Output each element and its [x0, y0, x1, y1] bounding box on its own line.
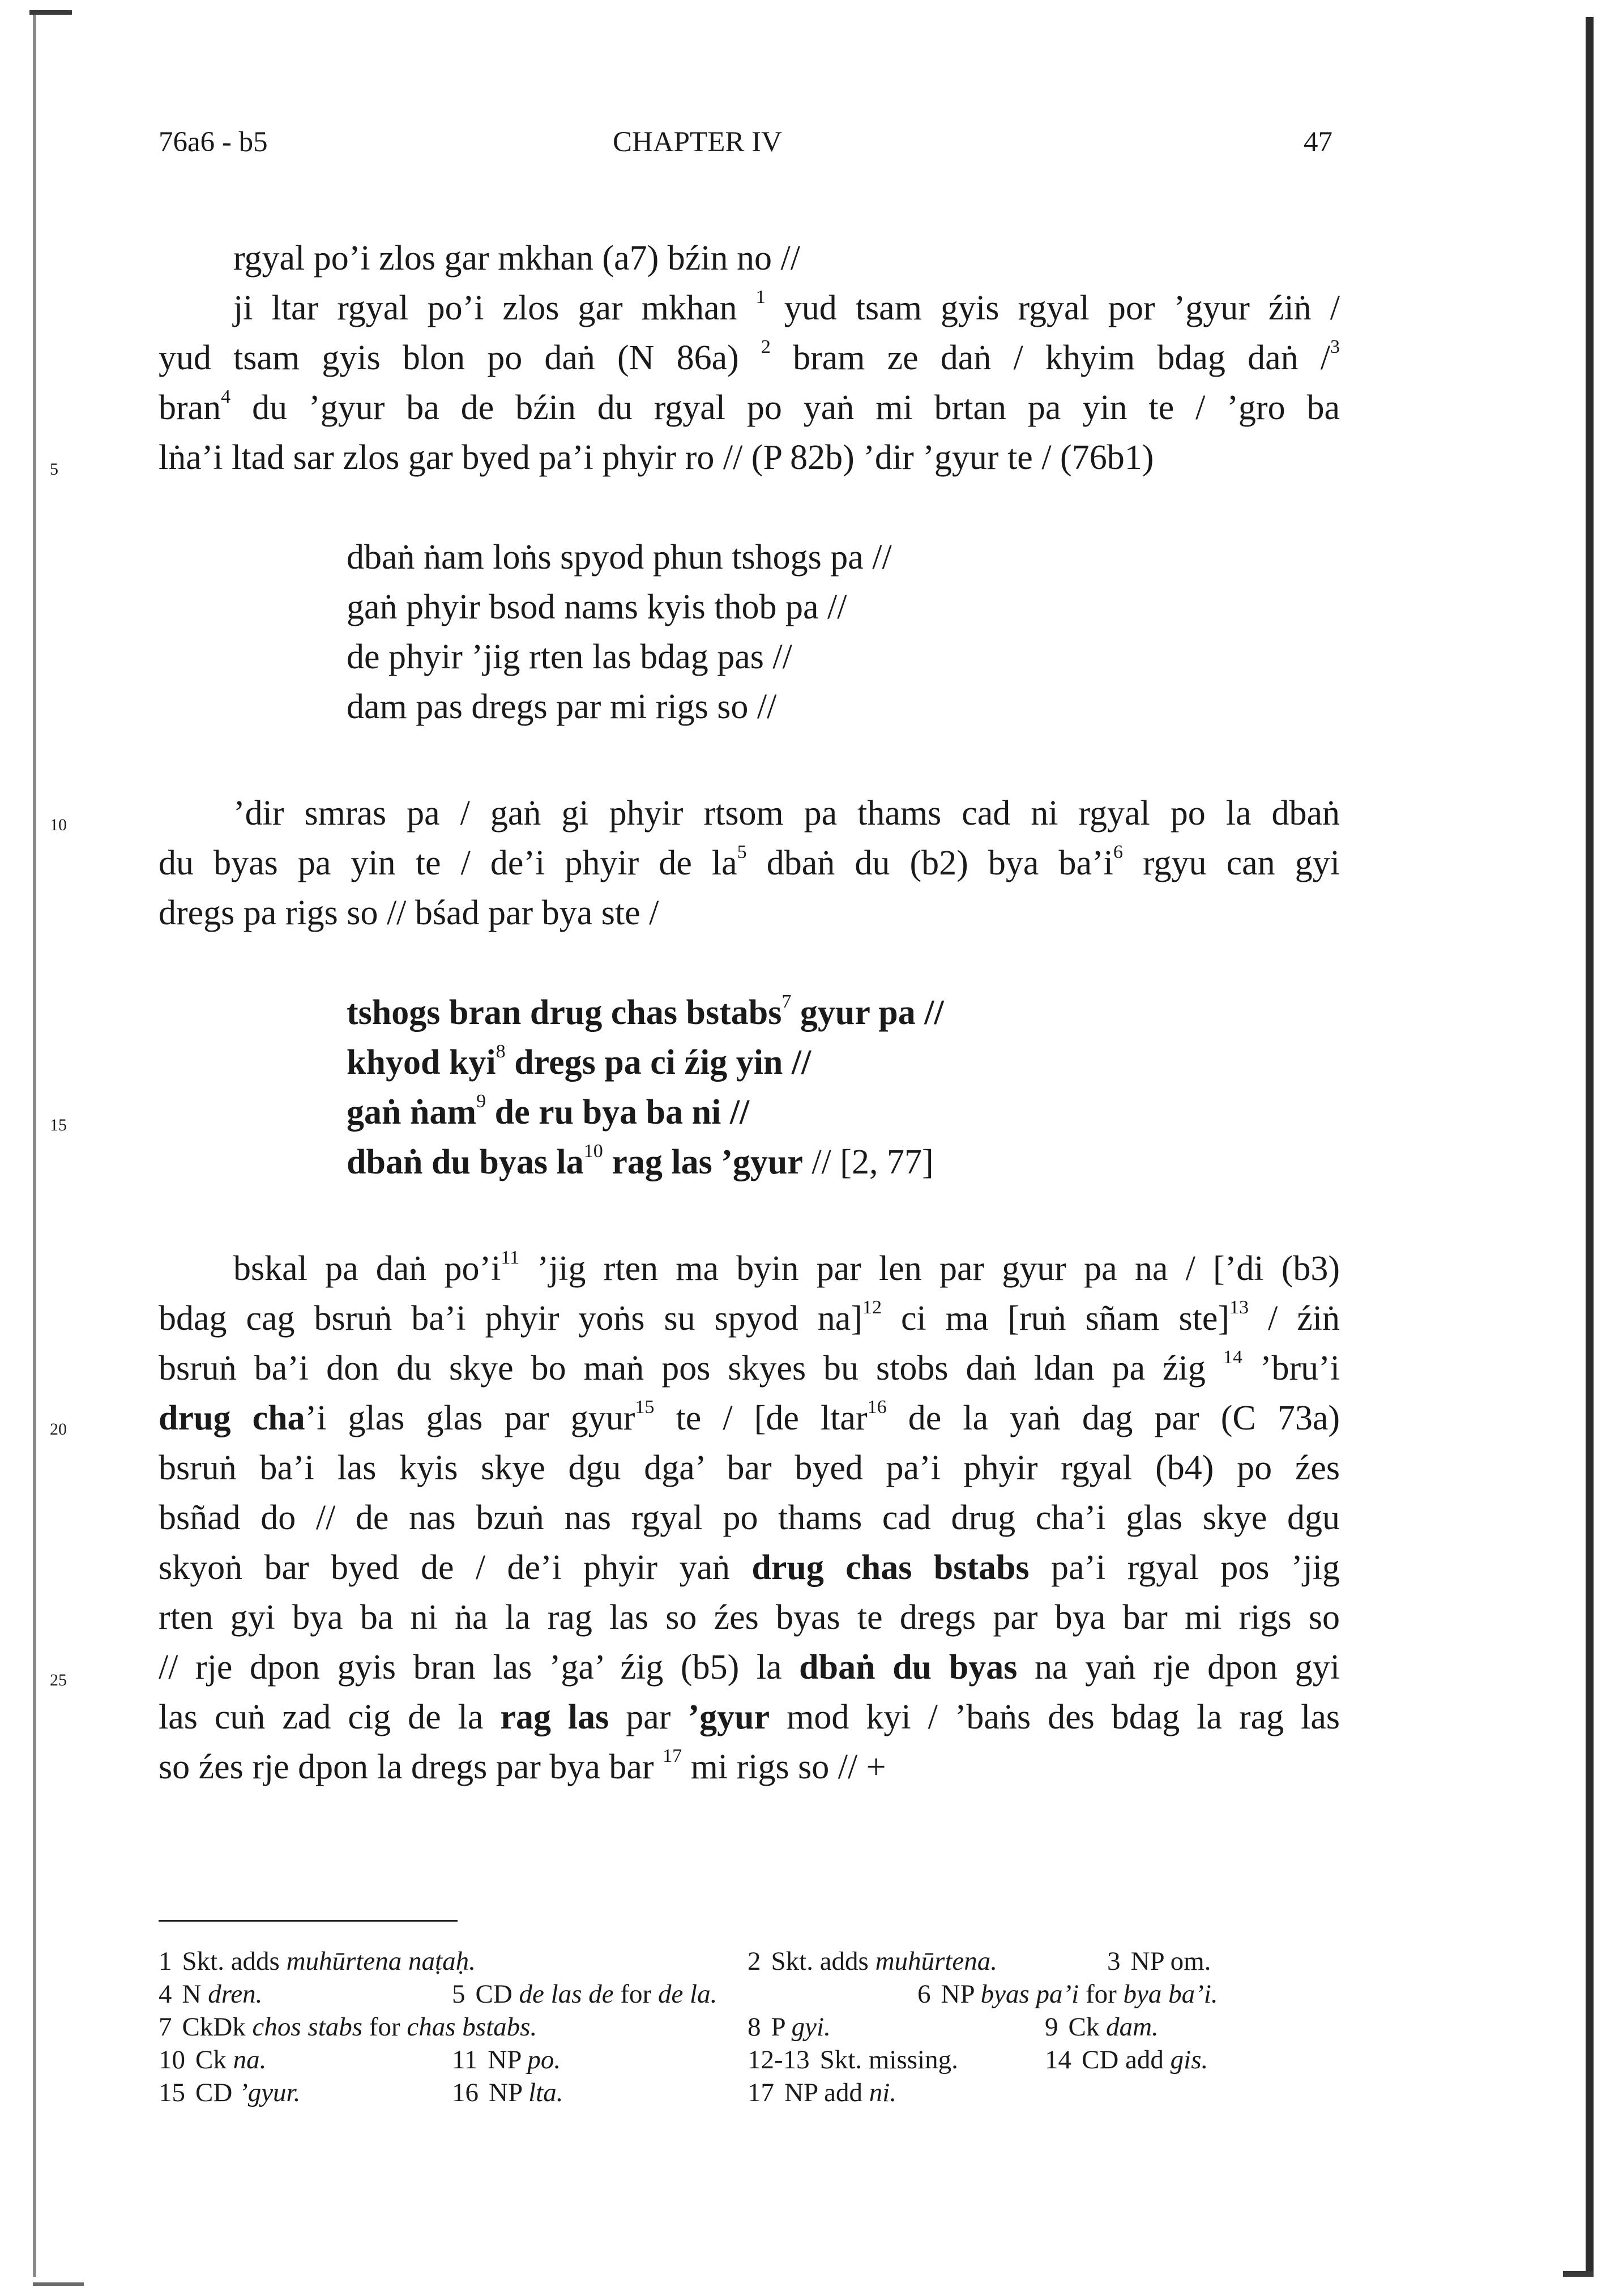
footnote-number: 7 [159, 2012, 172, 2042]
footnote-number: 8 [748, 2012, 761, 2042]
footnote-ref: 8 [496, 1041, 506, 1062]
paragraph-3-line-7: skyoṅ bar byed de / de’i phyir yaṅ drug chas bstabs pa’i rgyal pos ’jig [159, 1548, 1340, 1587]
footnote-number: 16 [452, 2078, 479, 2107]
footnote-item [748, 2014, 831, 2041]
running-head-left: 76a6 - b5 [159, 126, 268, 158]
footnote-number: 5 [452, 1979, 465, 2009]
footnote-text: CD add [1082, 2045, 1171, 2075]
paragraph-3-line-6: bsñad do // de nas bzuṅ nas rgyal po thams cad drug cha’i glas skye dgu [159, 1499, 1340, 1537]
footnote-italic: chas bstabs. [407, 2012, 537, 2042]
footnote-italic: bya ba’i. [1123, 1979, 1218, 2009]
footnote-italic: muhūrtena. [875, 1947, 998, 1976]
paragraph-2-line-1: ’dir smras pa / gaṅ gi phyir rtsom pa thams cad ni rgyal po la dbaṅ [233, 794, 1340, 833]
scan-corner-bottom-left [33, 2282, 84, 2286]
footnote-ref: 2 [761, 336, 771, 358]
footnote-ref: 11 [501, 1247, 520, 1269]
paragraph-3-line-1: bskal pa daṅ $po’i^{11}$ ’jig rten ma byin par len par gyur pa na / [’di (b3) [233, 1247, 1340, 1288]
footnote-text: N [182, 1979, 208, 2009]
footnote-ref: 13 [1229, 1297, 1249, 1318]
scan-corner-bottom-right [1563, 2271, 1594, 2277]
footnote-italic: byas pa’i [980, 1979, 1079, 2009]
footnote-item [159, 2047, 266, 2073]
footnote-ref: 3 [1330, 336, 1340, 358]
footnote-item [159, 2014, 537, 2041]
footnote-text: for [1079, 1979, 1124, 2009]
footnote-text: Skt. missing. [819, 2045, 958, 2075]
footnote-number: 12-13 [748, 2045, 810, 2075]
paragraph-1-line-4: bran$^4$ du ’gyur ba de bźin du rgyal po yaṅ mi brtan pa yin te / ’gro ba [159, 386, 1340, 427]
footnote-text: for [362, 2012, 407, 2042]
verse-2-line-3: gaṅ ṅam$^9$ de ru bya ba ni // [347, 1091, 750, 1132]
verse-1-line-2: gaṅ phyir bsod nams kyis thob pa // [347, 588, 847, 626]
footnote-ref: 14 [1223, 1347, 1242, 1368]
paragraph-3-line-5: bsruṅ ba’i las kyis skye dgu dga’ bar byed pa’i phyir rgyal (b4) po źes [159, 1449, 1340, 1487]
footnote-rule [159, 1920, 458, 1922]
paragraph-2-line-3: dregs pa rigs so // bśad par bya ste / [159, 894, 659, 932]
scan-edge-right [1586, 17, 1594, 2277]
line-number: 5 [50, 460, 58, 479]
footnote-text: CkDk [182, 2012, 253, 2042]
footnote-ref: 4 [221, 386, 231, 408]
footnote-text: NP [489, 2078, 529, 2107]
footnote-italic: dren. [208, 1979, 263, 2009]
footnote-item [159, 1948, 476, 1975]
footnote-italic: lta. [528, 2078, 563, 2107]
scan-edge-left [33, 11, 36, 2277]
paragraph-3-line-9: // rje dpon gyis bran las ’ga’ źig (b5) la dbaṅ du byas na yaṅ rje dpon gyi [159, 1648, 1340, 1687]
footnote-italic: chos stabs [252, 2012, 363, 2042]
footnote-italic: de la. [657, 1979, 717, 2009]
paragraph-3-line-11: so źes rje dpon la dregs par bya bar $^{17}$ mi rigs so // + [159, 1746, 886, 1786]
footnote-item [748, 2080, 896, 2106]
footnote-number: 10 [159, 2045, 185, 2075]
footnote-number: 3 [1107, 1947, 1121, 1976]
footnote-item [748, 2047, 958, 2073]
paragraph-3-line-8: rten gyi bya ba ni ṅa la rag las so źes byas te dregs par bya bar mi rigs so [159, 1598, 1340, 1637]
paragraph-1-line-5: lṅa’i ltad sar zlos gar byed pa’i phyir ro // (P 82b) ’dir ’gyur te / (76b1) [159, 438, 1154, 477]
line-number: 20 [50, 1420, 67, 1439]
running-head-center: CHAPTER IV [613, 126, 782, 158]
line-number: 10 [50, 816, 67, 834]
footnote-item [452, 1981, 717, 2008]
verse-2-line-4: dbaṅ du byas $la^{10}$ rag las ’gyur // [2, 77] [347, 1141, 934, 1181]
footnote-text: P [771, 2012, 792, 2042]
footnote-item [452, 2047, 561, 2073]
verse-2-line-1: tshogs bran drug chas bstabs$^7$ gyur pa // [347, 991, 944, 1032]
paragraph-3-line-4: drug cha’i glas glas par gyur$^{15}$ te / [de ltar$^{16}$ de la yaṅ dag par (C 73a) [159, 1397, 1340, 1437]
footnote-number: 15 [159, 2078, 185, 2107]
footnote-ref: 16 [867, 1397, 887, 1418]
footnote-item [917, 1981, 1218, 2008]
footnote-ref: 7 [781, 991, 792, 1013]
footnote-ref: 6 [1113, 842, 1123, 863]
footnote-item [452, 2080, 563, 2106]
footnote-text: Skt. adds [182, 1947, 287, 1976]
footnote-text: CD [475, 1979, 519, 2009]
footnote-item [159, 2080, 300, 2106]
paragraph-1-line-1: rgyal po’i zlos gar mkhan (a7) bźin no // [233, 239, 800, 278]
footnote-number: 14 [1045, 2045, 1071, 2075]
footnote-number: 17 [748, 2078, 774, 2107]
paragraph-3-line-2: bdag cag bsruṅ ba’i phyir yoṅs su spyod na]$^{12}$ ci ma [ruṅ sñam ste]$^{13}$ / źiṅ [159, 1297, 1340, 1338]
footnote-ref: 12 [862, 1297, 882, 1318]
footnote-text: NP [488, 2045, 528, 2075]
page-number: 47 [1304, 126, 1332, 158]
footnote-item [1045, 2047, 1208, 2073]
footnote-text: NP [941, 1979, 981, 2009]
footnote-italic: muhūrtena naṭaḥ. [286, 1947, 476, 1976]
footnote-text: NP add [784, 2078, 869, 2107]
footnote-text: CD [195, 2078, 240, 2107]
line-number: 15 [50, 1116, 67, 1134]
footnote-item [1107, 1948, 1211, 1975]
footnote-text: Ck [1068, 2012, 1107, 2042]
footnote-item [159, 1981, 262, 2008]
paragraph-3-line-10: las cuṅ zad cig de la rag las par ’gyur mod kyi / ’baṅs des bdag la rag las [159, 1698, 1340, 1736]
footnote-ref: 1 [755, 287, 766, 308]
footnote-text: NP om. [1130, 1947, 1211, 1976]
footnote-number: 2 [748, 1947, 761, 1976]
verse-1-line-1: dbaṅ ṅam loṅs spyod phun tshogs pa // [347, 538, 892, 577]
footnote-number: 6 [917, 1979, 931, 2009]
footnote-ref: 17 [663, 1746, 682, 1767]
footnote-italic: ’gyur. [239, 2078, 301, 2107]
footnote-italic: de las de [519, 1979, 614, 2009]
paragraph-3-line-3: bsruṅ ba’i don du skye bo maṅ pos skyes bu stobs daṅ ldan pa źig $^{14}$ ’bru’i [159, 1347, 1340, 1388]
scan-corner-top-left [29, 10, 72, 15]
line-number: 25 [50, 1671, 67, 1689]
footnote-number: 4 [159, 1979, 172, 2009]
footnote-text: Ck [195, 2045, 233, 2075]
footnote-text: for [613, 1979, 658, 2009]
footnote-number: 1 [159, 1947, 172, 1976]
footnote-italic: po. [527, 2045, 561, 2075]
verse-2-line-2: khyod kyi$^8$ dregs pa ci źig yin // [347, 1041, 812, 1082]
footnote-number: 11 [452, 2045, 478, 2075]
footnote-number: 9 [1045, 2012, 1058, 2042]
verse-1-line-3: de phyir ’jig rten las bdag pas // [347, 638, 792, 676]
footnote-ref: 15 [635, 1397, 655, 1418]
paragraph-1-line-3: yud tsam gyis blon po daṅ (N 86a) $^2$ bram ze daṅ / khyim bdag daṅ /$^3$ [159, 336, 1340, 377]
footnote-italic: gyi. [791, 2012, 831, 2042]
footnote-text: Skt. adds [771, 1947, 875, 1976]
footnote-italic: dam. [1106, 2012, 1159, 2042]
footnote-italic: na. [233, 2045, 267, 2075]
footnote-italic: gis. [1170, 2045, 1208, 2075]
paragraph-2-line-2: du byas pa yin te / de’i phyir de $la^5$ dbaṅ du (b2) bya $ba’i^6$ rgyu can gyi [159, 842, 1340, 882]
footnote-ref: 5 [737, 842, 747, 863]
footnote-ref: 9 [476, 1091, 486, 1112]
paragraph-1-line-2: ji ltar rgyal po’i zlos gar mkhan $^1$ yud tsam gyis rgyal por ’gyur źiṅ / [233, 287, 1340, 327]
footnote-item [748, 1948, 997, 1975]
footnote-item [1045, 2014, 1159, 2041]
verse-1-line-4: dam pas dregs par mi rigs so // [347, 688, 777, 726]
footnote-ref: 10 [583, 1141, 603, 1162]
footnote-italic: ni. [869, 2078, 897, 2107]
